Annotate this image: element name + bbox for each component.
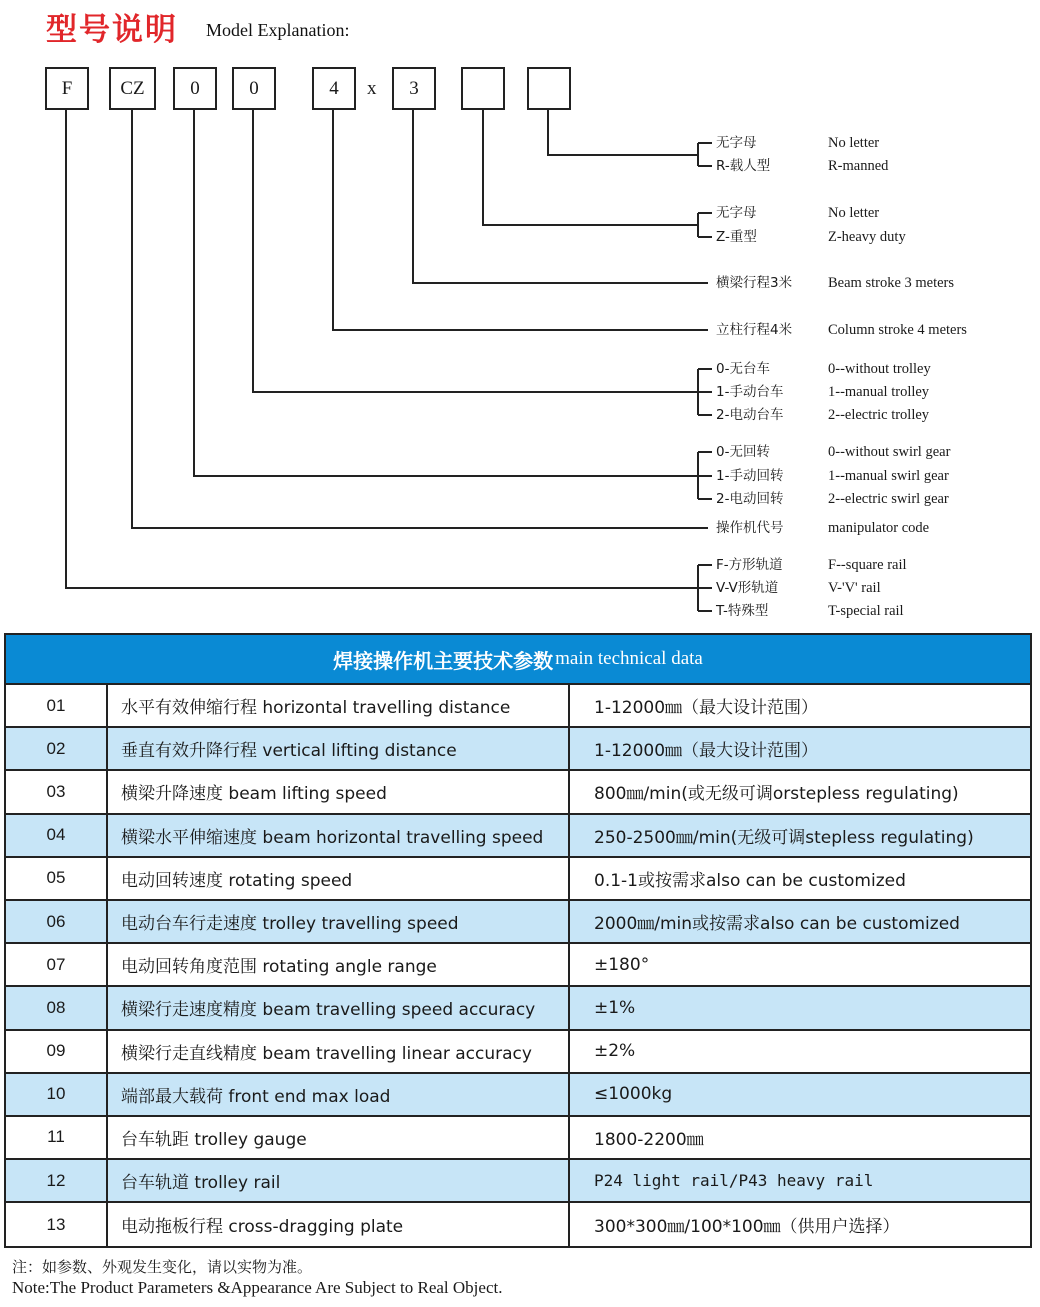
row-parameter: 横梁升降速度 beam lifting speed — [108, 771, 570, 812]
row-number: 01 — [6, 685, 108, 726]
row-number: 05 — [6, 858, 108, 899]
table-title-en: main technical data — [555, 648, 703, 669]
table-row — [6, 1160, 1030, 1203]
page-subtitle: Model Explanation: — [206, 20, 350, 40]
technical-data-table — [4, 633, 1032, 1248]
table-row — [6, 1203, 1030, 1246]
code-box-beam-stroke: 3 — [392, 67, 436, 110]
table-row — [6, 858, 1030, 901]
row-parameter: 水平有效伸缩行程 horizontal travelling distance — [108, 685, 570, 726]
row-number: 06 — [6, 901, 108, 942]
row-number: 10 — [6, 1074, 108, 1115]
row-number: 02 — [6, 728, 108, 769]
row-parameter: 台车轨距 trolley gauge — [108, 1117, 570, 1158]
row-value: P24 light rail/P43 heavy rail — [594, 1171, 874, 1191]
row-number: 12 — [6, 1160, 108, 1201]
table-row — [6, 1074, 1030, 1117]
times-separator: x — [367, 78, 377, 99]
row-parameter: 电动台车行走速度 trolley travelling speed — [108, 901, 570, 942]
row-parameter: 电动回转速度 rotating speed — [108, 858, 570, 899]
row-parameter: 电动回转角度范围 rotating angle range — [108, 944, 570, 985]
table-row — [6, 901, 1030, 944]
row-number: 03 — [6, 771, 108, 812]
row-number: 09 — [6, 1031, 108, 1072]
code-box-column-stroke: 4 — [312, 67, 356, 110]
row-parameter: 端部最大载荷 front end max load — [108, 1074, 570, 1115]
row-parameter: 电动拖板行程 cross-dragging plate — [108, 1203, 570, 1246]
row-value: ±1% — [594, 997, 636, 1018]
table-row — [6, 1117, 1030, 1160]
table-header — [6, 635, 1030, 685]
row-value: 250-2500㎜/min(无级可调stepless regulating) — [594, 827, 974, 848]
table-row — [6, 685, 1030, 728]
table-row — [6, 987, 1030, 1030]
row-parameter: 垂直有效升降行程 vertical lifting distance — [108, 728, 570, 769]
row-parameter: 横梁行走直线精度 beam travelling linear accuracy — [108, 1031, 570, 1072]
row-value: 800㎜/min(或无级可调orstepless regulating) — [594, 784, 959, 805]
row-value: 300*300㎜/100*100㎜（供用户选择） — [594, 1217, 900, 1238]
table-title-cn: 焊接操作机主要技术参数 — [333, 648, 554, 673]
row-value: 1800-2200㎜ — [594, 1129, 704, 1150]
table-row — [6, 1031, 1030, 1074]
row-value: ±180° — [594, 954, 650, 975]
row-value: 1-12000㎜（最大设计范围） — [594, 741, 819, 762]
footer-note-en: Note:The Product Parameters &Appearance Are Subject to Real Object. — [12, 1278, 503, 1297]
row-number: 07 — [6, 944, 108, 985]
table-row — [6, 815, 1030, 858]
table-row — [6, 728, 1030, 771]
row-number: 04 — [6, 815, 108, 856]
code-box-manipulator: CZ — [109, 67, 156, 110]
row-number: 11 — [6, 1117, 108, 1158]
footer-note-cn: 注：如参数、外观发生变化，请以实物为准。 — [12, 1258, 313, 1276]
row-number: 08 — [6, 987, 108, 1028]
row-number: 13 — [6, 1203, 108, 1246]
row-value: 1-12000㎜（最大设计范围） — [594, 698, 819, 719]
table-row — [6, 771, 1030, 814]
code-box-trolley: 0 — [232, 67, 276, 110]
row-parameter: 横梁行走速度精度 beam travelling speed accuracy — [108, 987, 570, 1028]
row-value: 2000㎜/min或按需求also can be customized — [594, 914, 960, 935]
row-value: ≤1000kg — [594, 1084, 673, 1105]
row-parameter: 横梁水平伸缩速度 beam horizontal travelling speed — [108, 815, 570, 856]
code-box-swirl: 0 — [173, 67, 217, 110]
row-value: ±2% — [594, 1041, 636, 1062]
code-box-rail: F — [45, 67, 89, 110]
row-parameter: 台车轨道 trolley rail — [108, 1160, 570, 1201]
table-row — [6, 944, 1030, 987]
page-title: 型号说明 — [46, 12, 178, 48]
row-value: 0.1-1或按需求also can be customized — [594, 870, 906, 891]
